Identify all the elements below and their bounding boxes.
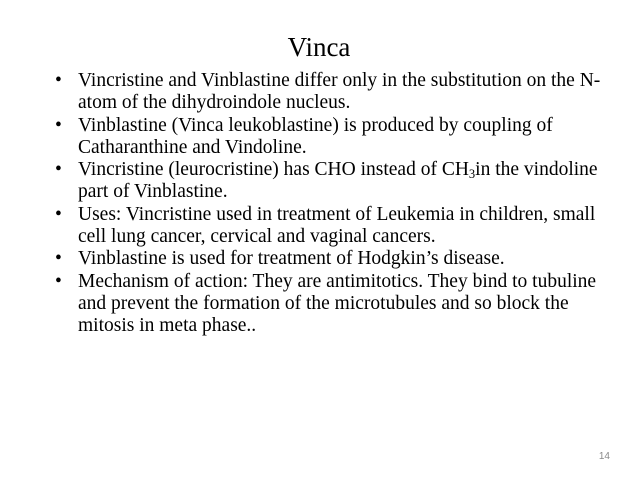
bullet-dot-icon: •	[55, 203, 62, 225]
bullet-text-after-subscript: in the vindoline part of Vinblastine.	[78, 159, 598, 203]
bullet-text: Vincristine and Vinblastine differ only in the substitution on the N-atom of the dihydroindole nucleus.	[78, 70, 601, 114]
bullet-text: Vinblastine is used for treatment of Hodgkin’s disease.	[78, 248, 505, 270]
bullet-list	[55, 70, 625, 338]
bullet-item	[55, 70, 625, 115]
bullet-dot-icon: •	[55, 159, 62, 181]
bullet-text: Vinblastine (Vinca leukoblastine) is produced by coupling of Catharanthine and Vindoline.	[78, 114, 553, 158]
bullet-item	[55, 159, 625, 204]
bullet-text: Mechanism of action: They are antimitotics. They bind to tubuline and prevent the formation of the microtubules and so block the mitosis in meta phase..	[78, 270, 597, 337]
bullet-dot-icon: •	[55, 114, 62, 136]
bullet-text-before-subscript: Vincristine (leurocristine) has CHO instead of CH	[78, 159, 469, 181]
bullet-dot-icon: •	[55, 70, 62, 91]
bullet-item	[55, 271, 625, 338]
bullet-item	[55, 248, 625, 270]
bullet-text: Uses: Vincristine used in treatment of Leukemia in children, small cell lung cancer, cervical and vaginal cancers.	[78, 203, 596, 248]
bullet-dot-icon: •	[55, 270, 62, 292]
bullet-dot-icon: •	[55, 248, 62, 270]
bullet-item	[55, 115, 625, 160]
bullet-item	[55, 204, 625, 249]
page-number: 14	[598, 451, 610, 462]
slide-title: Vinca	[287, 32, 351, 62]
subscript-3: 3	[468, 167, 476, 182]
